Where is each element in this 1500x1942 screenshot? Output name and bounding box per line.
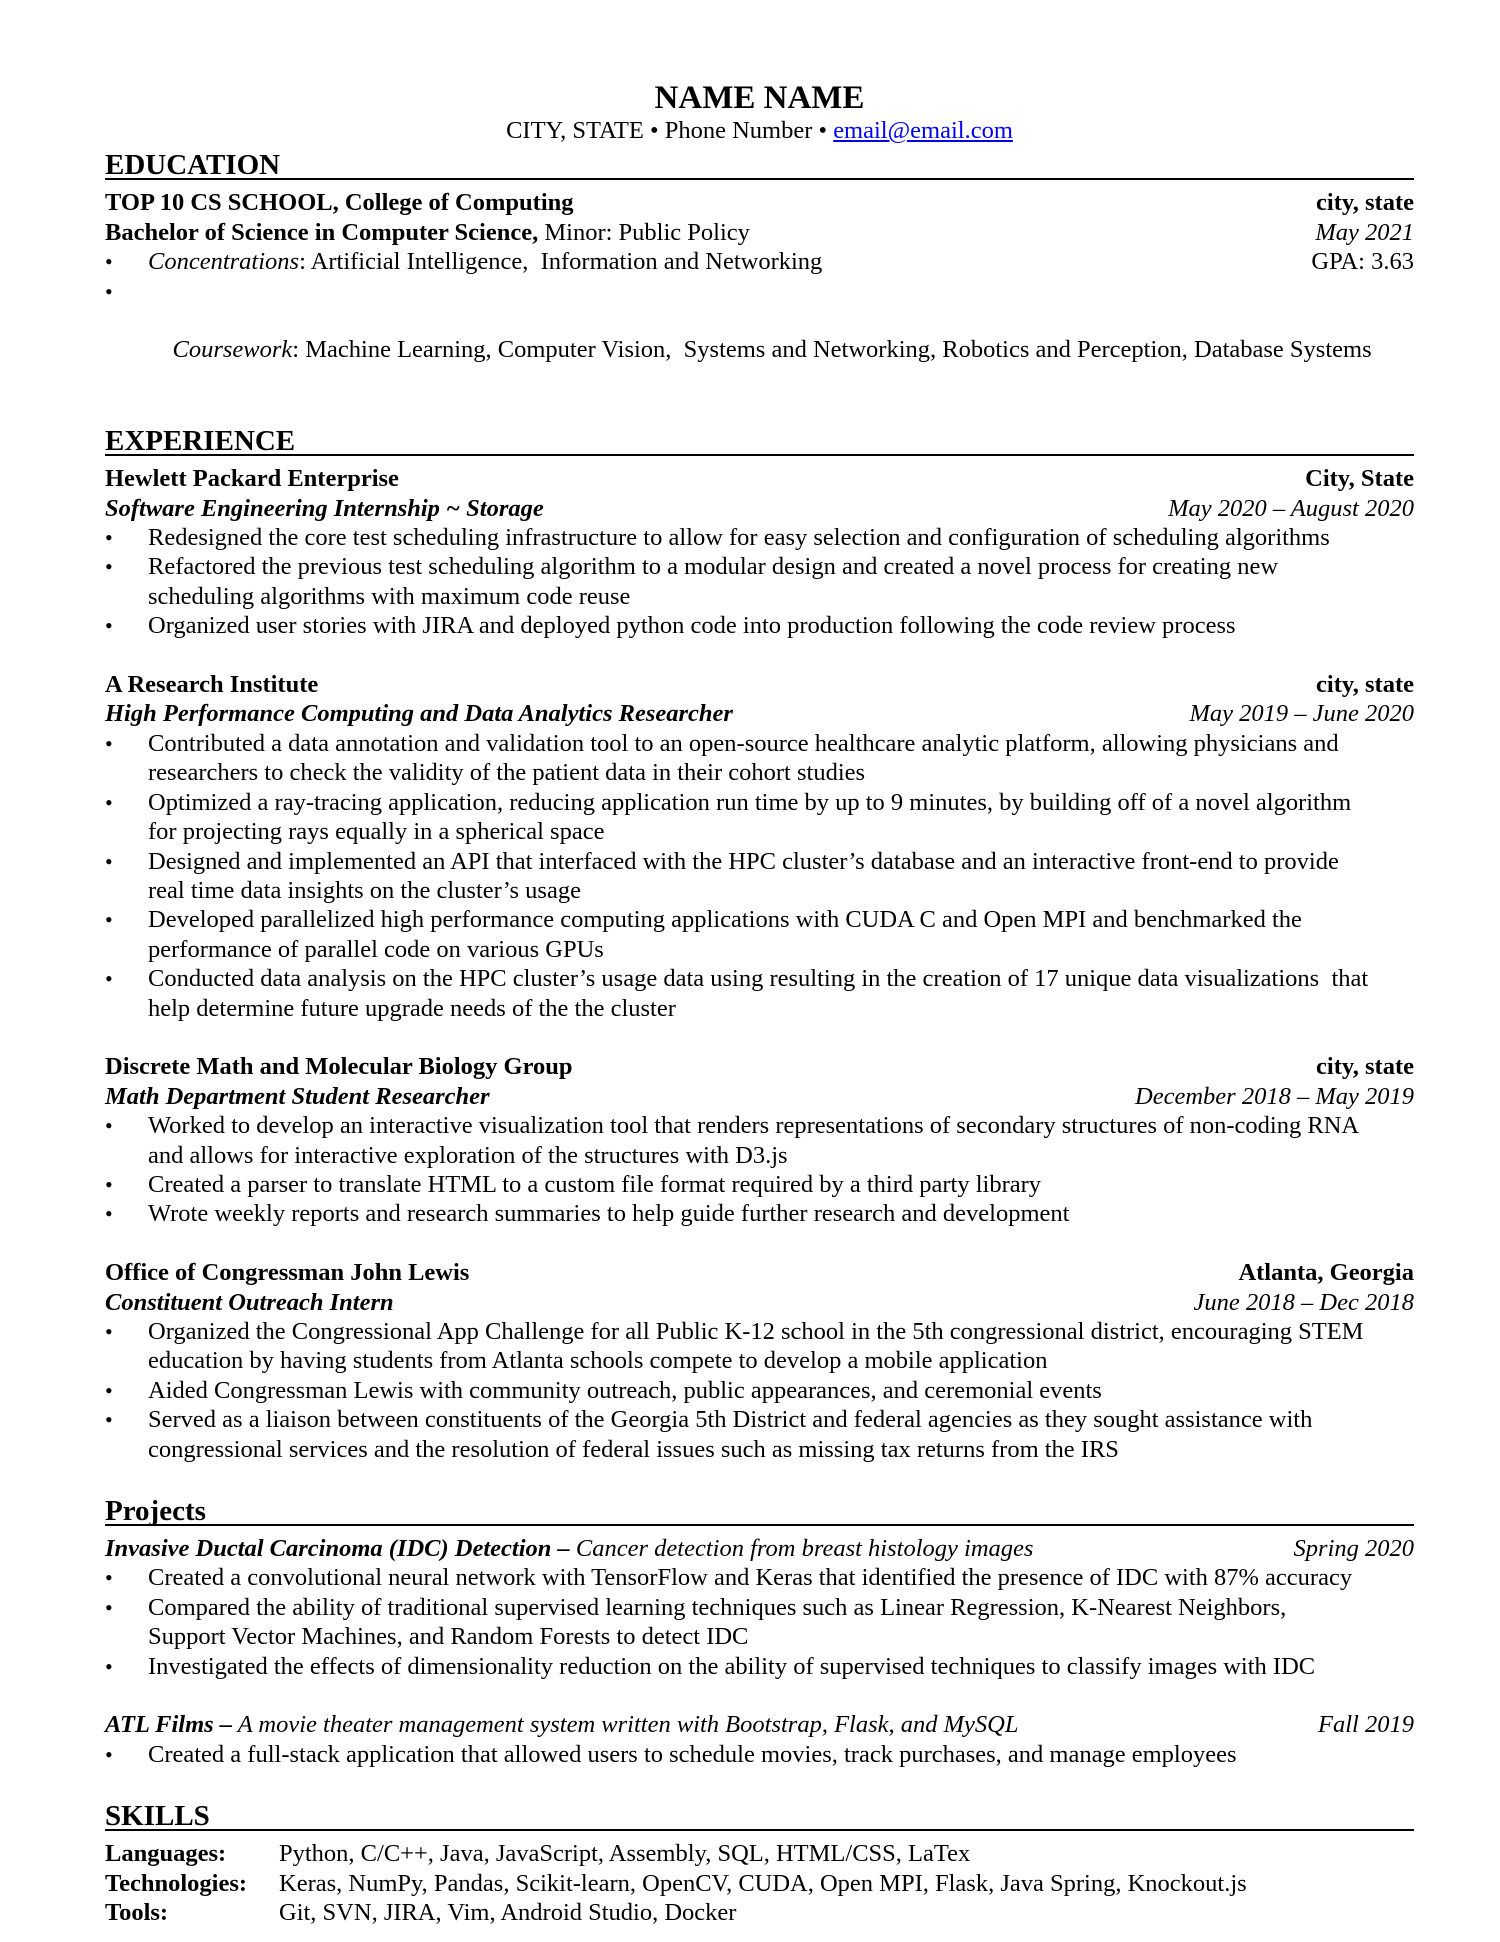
bullet-item (105, 788, 1414, 847)
project-title (105, 1710, 1018, 1739)
bullet-item (105, 847, 1414, 906)
job-dates: December 2018 – May 2019 (1135, 1082, 1414, 1110)
project-header-row (105, 1534, 1414, 1563)
school-name: TOP 10 CS SCHOOL, College of Computing (105, 189, 574, 217)
bullet-item (105, 1652, 1414, 1681)
bullet-text-line: Created a parser to translate HTML to a custom file format required by a third party library (148, 1170, 1042, 1198)
bullet-text-line: Designed and implemented an API that interfaced with the HPC cluster’s database and an interactive front-end to provide (148, 847, 1339, 875)
coursework-label: Coursework (172, 336, 293, 364)
bullet-text-line: for projecting rays equally in a spherical space (148, 818, 605, 846)
bullet-icon: • (105, 1565, 113, 1591)
bullet-text-line: Conducted data analysis on the HPC cluster’s usage data using resulting in the creation of 17 unique data visualizations that (148, 965, 1369, 993)
bullet-text-line: performance of parallel code on various GPUs (148, 935, 604, 963)
bullet-icon: • (105, 1113, 113, 1139)
bullet-icon: • (105, 249, 113, 275)
job-role-row (105, 699, 1414, 728)
contact-line (105, 116, 1414, 145)
bullet-icon: • (105, 966, 113, 992)
bullet-icon: • (105, 1741, 113, 1767)
bullet-text-line: congressional services and the resolution of federal issues such as missing tax returns from the IRS (148, 1435, 1119, 1463)
bullet-text-line: Compared the ability of traditional supervised learning techniques such as Linear Regression, K-Nearest Neighbors, (148, 1593, 1287, 1621)
bullet-icon: • (105, 1171, 113, 1197)
organization-name: Hewlett Packard Enterprise (105, 465, 399, 493)
entry-spacer (105, 1681, 1414, 1710)
education-school-row (105, 188, 1414, 217)
candidate-name: NAME NAME (654, 80, 865, 116)
organization-name: Office of Congressman John Lewis (105, 1259, 470, 1287)
bullet-text-line: Redesigned the core test scheduling infrastructure to allow for easy selection and configuration of scheduling algorithms (148, 524, 1330, 552)
job-header-row (105, 670, 1414, 699)
project-date: Fall 2019 (1318, 1711, 1414, 1739)
skill-row (105, 1898, 1414, 1927)
job-location: city, state (1316, 1053, 1414, 1081)
skill-label: Languages: (105, 1840, 227, 1868)
bullet-text-line: real time data insights on the cluster’s usage (148, 876, 581, 904)
bullet-text-line: Organized user stories with JIRA and deployed python code into production following the code review process (148, 612, 1236, 640)
skill-value: Keras, NumPy, Pandas, Scikit-learn, OpenCV, CUDA, Open MPI, Flask, Java Spring, Knockout.js (279, 1869, 1247, 1897)
experience-list (105, 464, 1414, 1464)
skill-label: Tools: (105, 1899, 169, 1927)
bullet-icon: • (105, 1407, 113, 1433)
project-name: ATL Films – (105, 1711, 233, 1739)
job-role: High Performance Computing and Data Analytics Researcher (105, 700, 733, 728)
bullet-text-line: and allows for interactive exploration of the structures with D3.js (148, 1141, 788, 1169)
projects-list (105, 1534, 1414, 1769)
bullet-item (105, 611, 1414, 640)
bullet-icon: • (105, 525, 113, 551)
bullet-text-line: researchers to check the validity of the patient data in their cohort studies (148, 759, 866, 787)
job-role: Constituent Outreach Intern (105, 1288, 394, 1316)
entry-spacer (105, 1023, 1414, 1052)
bullet-text-line: scheduling algorithms with maximum code reuse (148, 582, 631, 610)
skill-label: Technologies: (105, 1869, 248, 1897)
bullet-item (105, 523, 1414, 552)
bullet-text-line: Developed parallelized high performance computing applications with CUDA C and Open MPI and benchmarked the (148, 906, 1302, 934)
bullet-item (105, 905, 1414, 964)
bullet-item (105, 1199, 1414, 1228)
bullet-item (105, 729, 1414, 788)
bullet-item (105, 1170, 1414, 1199)
skills-list (105, 1839, 1414, 1927)
bullet-text-line: Wrote weekly reports and research summaries to help guide further research and development (148, 1200, 1070, 1228)
gpa: GPA: 3.63 (1311, 248, 1414, 276)
job-role: Math Department Student Researcher (105, 1082, 490, 1110)
bullet-icon: • (105, 613, 113, 639)
bullet-icon: • (105, 278, 113, 304)
job-dates: May 2020 – August 2020 (1168, 494, 1414, 522)
organization-name: Discrete Math and Molecular Biology Group (105, 1053, 573, 1081)
education-bullet-concentrations (105, 247, 1414, 276)
bullet-item (105, 1405, 1414, 1464)
bullet-item (105, 1593, 1414, 1652)
skill-row (105, 1869, 1414, 1898)
job-role-row (105, 1288, 1414, 1317)
skill-value: Git, SVN, JIRA, Vim, Android Studio, Docker (279, 1899, 737, 1927)
bullet-icon: • (105, 1594, 113, 1620)
bullet-text-line: Organized the Congressional App Challenge for all Public K-12 school in the 5th congressional district, encouraging STEM (148, 1317, 1364, 1345)
coursework-value: : Machine Learning, Computer Vision, Systems and Networking, Robotics and Perception, Database Systems (292, 336, 1372, 364)
job-dates: June 2018 – Dec 2018 (1193, 1288, 1414, 1316)
email-link[interactable]: email@email.com (833, 117, 1013, 144)
graduation-date: May 2021 (1315, 218, 1414, 246)
job-header-row (105, 1052, 1414, 1081)
bullet-icon: • (105, 554, 113, 580)
project-description: A movie theater management system written with Bootstrap, Flask, and MySQL (232, 1711, 1019, 1739)
bullet-icon: • (105, 1201, 113, 1227)
bullet-text-line: Contributed a data annotation and validation tool to an open-source healthcare analytic platform, allowing physicians and (148, 729, 1339, 757)
bullet-text-line: Investigated the effects of dimensionality reduction on the ability of supervised techniques to classify images with IDC (148, 1652, 1316, 1680)
section-heading-education: EDUCATION (105, 150, 1414, 180)
job-role: Software Engineering Internship ~ Storage (105, 494, 544, 522)
project-name: Invasive Ductal Carcinoma (IDC) Detection – (105, 1535, 570, 1563)
education-degree-row (105, 218, 1414, 247)
section-heading-projects: Projects (105, 1496, 1414, 1526)
bullet-text-line: Served as a liaison between constituents of the Georgia 5th District and federal agencies as they sought assistance with (148, 1406, 1313, 1434)
bullet-text-line: help determine future upgrade needs of the the cluster (148, 994, 676, 1022)
organization-name: A Research Institute (105, 671, 319, 699)
project-description: Cancer detection from breast histology images (569, 1535, 1034, 1563)
minor: Minor: Public Policy (538, 218, 750, 246)
bullet-text-line: Created a convolutional neural network with TensorFlow and Keras that identified the presence of IDC with 87% accuracy (148, 1564, 1353, 1592)
job-role-row (105, 1082, 1414, 1111)
bullet-text-line: Created a full-stack application that allowed users to schedule movies, track purchases, and manage employees (148, 1740, 1237, 1768)
bullet-icon: • (105, 907, 113, 933)
skill-value: Python, C/C++, Java, JavaScript, Assembly, SQL, HTML/CSS, LaTex (279, 1840, 971, 1868)
bullet-item (105, 552, 1414, 611)
bullet-item (105, 1111, 1414, 1170)
job-location: Atlanta, Georgia (1238, 1259, 1414, 1287)
job-dates: May 2019 – June 2020 (1189, 700, 1414, 728)
education-bullet-coursework (105, 277, 1414, 395)
skill-row (105, 1839, 1414, 1868)
bullet-icon: • (105, 789, 113, 815)
bullet-icon: • (105, 1377, 113, 1403)
project-title (105, 1534, 1033, 1563)
school-location: city, state (1316, 189, 1414, 217)
bullet-item (105, 1317, 1414, 1376)
concentrations-label: Concentrations (148, 248, 300, 276)
bullet-item (105, 1740, 1414, 1769)
section-heading-skills: SKILLS (105, 1801, 1414, 1831)
bullet-icon: • (105, 848, 113, 874)
bullet-icon: • (105, 1318, 113, 1344)
concentrations-value: : Artificial Intelligence, Information and Networking (299, 248, 823, 276)
resume-page (105, 80, 1414, 1927)
job-header-row (105, 464, 1414, 493)
entry-spacer (105, 641, 1414, 670)
bullet-text-line: Refactored the previous test scheduling algorithm to a modular design and created a novel process for creating new (148, 553, 1279, 581)
bullet-icon: • (105, 730, 113, 756)
job-role-row (105, 494, 1414, 523)
job-location: city, state (1316, 671, 1414, 699)
entry-spacer (105, 1229, 1414, 1258)
bullet-text-line: Support Vector Machines, and Random Forests to detect IDC (148, 1623, 749, 1651)
job-location: City, State (1305, 465, 1414, 493)
job-header-row (105, 1258, 1414, 1287)
project-header-row (105, 1710, 1414, 1739)
bullet-icon: • (105, 1653, 113, 1679)
bullet-text-line: Aided Congressman Lewis with community outreach, public appearances, and ceremonial events (148, 1376, 1102, 1404)
bullet-text-line: Optimized a ray-tracing application, reducing application run time by up to 9 minutes, by building off of a novel algorithm (148, 788, 1352, 816)
bullet-text-line: Worked to develop an interactive visualization tool that renders representations of secondary structures of non-coding RNA (148, 1112, 1360, 1140)
contact-info: CITY, STATE • Phone Number • (506, 117, 834, 144)
bullet-item (105, 964, 1414, 1023)
project-date: Spring 2020 (1293, 1535, 1414, 1563)
section-heading-experience: EXPERIENCE (105, 426, 1414, 456)
bullet-text-line: education by having students from Atlanta schools compete to develop a mobile application (148, 1347, 1048, 1375)
bullet-item (105, 1376, 1414, 1405)
degree: Bachelor of Science in Computer Science, (105, 218, 539, 246)
bullet-item (105, 1563, 1414, 1592)
